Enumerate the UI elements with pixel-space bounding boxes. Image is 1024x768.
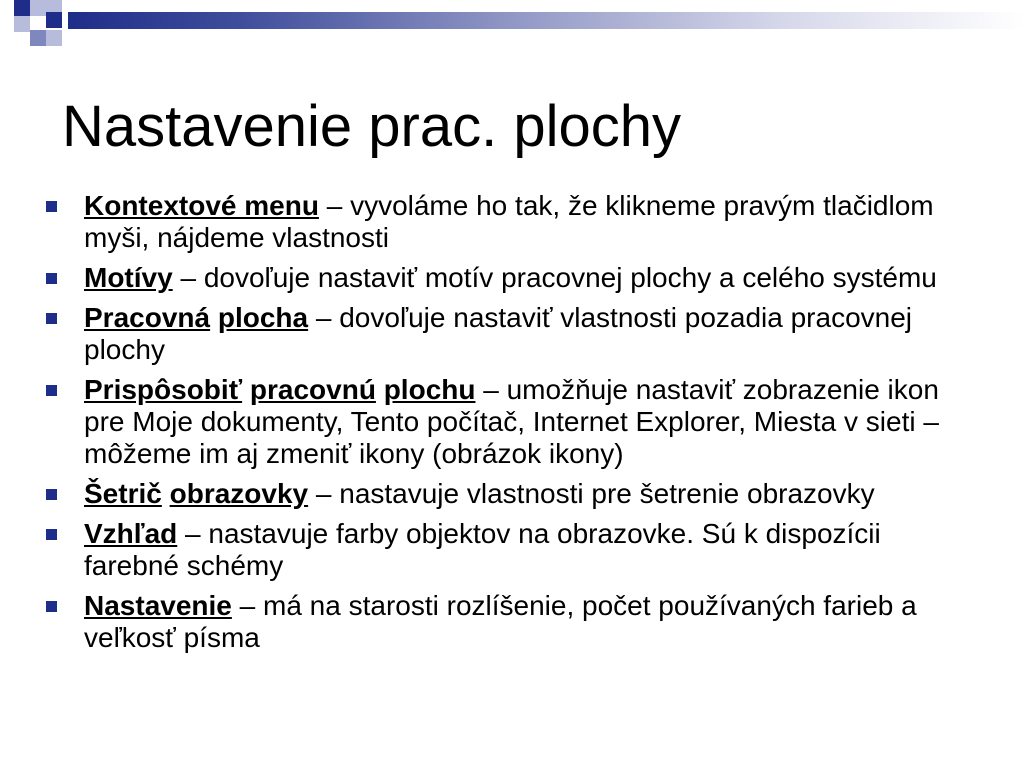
bullet-term: Prispôsobiť [84,374,243,405]
bullet-term: Kontextové menu [84,190,319,221]
bullet-item [0,590,1000,654]
slide-title: Nastavenie prac. plochy [62,94,681,159]
bullet-description: – umožňuje nastaviť zobrazenie ikon pre Moje dokumenty, Tento počítač, Internet Explorer, Miesta v sieti – môžeme im aj zmeniť ikony (obrázok ikony) [84,374,939,469]
square-bullet-icon [46,489,57,500]
deco-square [46,12,62,28]
bullet-description: – dovoľuje nastaviť vlastnosti pozadia pracovnej plochy [84,302,913,365]
bullet-term: Pracovná [84,302,211,333]
bullet-description: – vyvoláme ho tak, že klikneme pravým tlačidlom myši, nájdeme vlastnosti [84,190,934,253]
gradient-band [68,12,1024,29]
square-bullet-icon [46,201,57,212]
bullet-term: pracovnú [249,374,376,405]
square-bullet-icon [46,313,57,324]
bullet-description: – dovoľuje nastaviť motív pracovnej plochy a celého systému [172,262,937,293]
bullet-item [0,374,1000,470]
square-bullet-icon [46,273,57,284]
bullet-term: plocha [217,302,309,333]
bullet-term: plochu [383,374,476,405]
bullet-list [0,190,1000,662]
deco-square [14,16,30,32]
bullet-description: – nastavuje vlastnosti pre šetrenie obrazovky [308,478,875,509]
bullet-term: obrazovky [169,478,309,509]
square-bullet-icon [46,385,57,396]
header-decoration [0,0,1024,60]
square-bullet-icon [46,529,57,540]
bullet-description: – nastavuje farby objektov na obrazovke. Sú k dispozícii farebné schémy [84,518,881,581]
deco-square [46,30,62,46]
deco-square [14,0,30,16]
square-bullet-icon [46,601,57,612]
bullet-term: Šetrič [84,478,162,509]
bullet-term: Motívy [84,262,173,293]
bullet-term: Vzhľad [84,518,178,549]
deco-square [30,30,46,46]
bullet-item [0,478,1000,510]
bullet-item [0,518,1000,582]
bullet-item [0,262,1000,294]
deco-square [30,0,46,16]
bullet-term: Nastavenie [84,590,232,621]
bullet-description: – má na starosti rozlíšenie, počet používaných farieb a veľkosť písma [84,590,917,653]
bullet-item [0,190,1000,254]
bullet-item [0,302,1000,366]
